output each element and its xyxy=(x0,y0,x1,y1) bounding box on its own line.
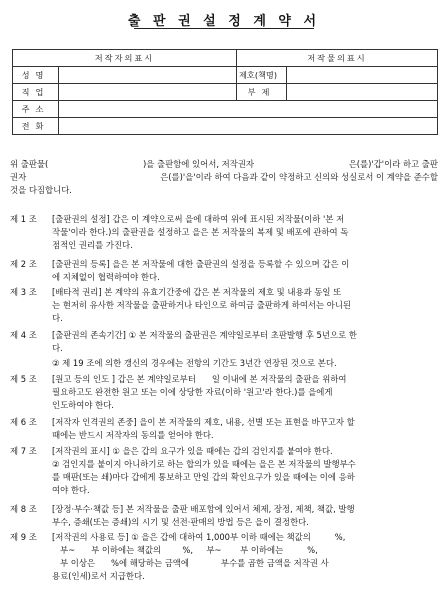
article-text: 점적인 권리를 가진다. xyxy=(52,240,133,250)
intro-text: 은(를)'을'이라 하여 다음과 같이 약정하고 신의와 성실로서 이 계약을 준수할 xyxy=(160,172,438,182)
name-field[interactable] xyxy=(59,67,237,84)
article-number xyxy=(10,471,52,484)
occupation-label: 직업 xyxy=(13,84,59,101)
article-number xyxy=(10,386,52,399)
intro-text: 은(를)'갑'이라 하고 출판 xyxy=(348,159,438,169)
article-text: 는 현저히 유사한 저작물을 출판하거나 타인으로 하여금 출판하게 하여서는 아니된 xyxy=(52,300,352,310)
occupation-field[interactable] xyxy=(59,84,237,101)
article-number xyxy=(10,484,52,497)
article-text: 다. xyxy=(52,313,63,323)
subtitle-label: 부제 xyxy=(237,84,287,101)
intro-text: 위 출판물( xyxy=(10,159,49,169)
article-number xyxy=(10,458,52,471)
article-number: 제 3 조 xyxy=(10,287,37,297)
address-field[interactable] xyxy=(59,101,438,118)
author-header: 저작자의표시 xyxy=(13,50,237,67)
article-text: [저작권의 표시] ① 을은 갑의 요구가 있을 때에는 갑의 검인지를 붙여야 한다. xyxy=(52,446,333,456)
book-title-field[interactable] xyxy=(287,67,438,84)
article xyxy=(10,357,438,370)
article-number: 제 5 조 xyxy=(10,374,37,384)
article-number: 제 7 조 xyxy=(10,446,37,456)
article-text: 부 이상은 %에 해당하는 금액에 부수를 곱한 금액을 저작권 사 xyxy=(52,558,329,568)
article-number: 제 1 조 xyxy=(10,214,37,224)
article xyxy=(10,258,438,284)
article-number xyxy=(10,226,52,239)
work-header: 저작물의표시 xyxy=(237,50,438,67)
article-text: 작물'이라 한다.)의 출판권을 설정하고 을은 본 저작물의 복제 및 배포에 관하여 독 xyxy=(52,227,349,237)
article-text: [저작권의 사용료 등] ① 을은 갑에 대하여 1,000부 이하 때에는 책값의 %, xyxy=(52,532,346,542)
article-number xyxy=(10,357,52,370)
article-text: [저작자 인격권의 존중] 을이 본 저작물의 제호, 내용, 선별 또는 표현을 바꾸고자 할 xyxy=(52,417,355,427)
article xyxy=(10,286,438,325)
article-text: 를 매판(또는 쇄)마다 갑에게 통보하고 만일 갑의 확인요구가 있을 때에는 이에 응하 xyxy=(52,472,355,482)
article-number xyxy=(10,516,52,529)
article-text: [원고 등의 인도 ] 갑은 본 계약일로부터 일 이내에 본 저작물의 출판을 위하여 xyxy=(52,374,347,384)
article-number xyxy=(10,429,52,442)
subtitle-field[interactable] xyxy=(287,84,438,101)
article-text: [출판권의 존속기간] ① 본 저작물의 출판권은 계약일로부터 초판발행 후 5년으로 한 xyxy=(52,330,357,340)
article xyxy=(10,329,438,355)
article-text: 때에는 반드시 저작자의 동의를 얻어야 한다. xyxy=(52,430,214,440)
article xyxy=(10,531,438,583)
phone-label: 전화 xyxy=(13,118,59,135)
article xyxy=(10,213,438,252)
article xyxy=(10,503,438,529)
intro-text: 것을 다짐합니다. xyxy=(10,185,72,195)
article-text: 에 지체없이 협력하여야 한다. xyxy=(52,272,160,282)
party-info-table xyxy=(12,49,438,135)
document-title: 출 판 권 설 정 계 약 서 xyxy=(127,14,321,29)
intro-text: 권자 xyxy=(10,172,27,182)
intro-text: )을 출판함에 있어서, 저작권자 xyxy=(143,159,254,169)
article-text: 부~ 부 이하에는 책값의 %, 부~ 부 이하에는 %, xyxy=(52,545,318,555)
article-text: ② 검인지를 붙이지 아니하기로 하는 합의가 있을 때에는 을은 본 저작물의 발행부수 xyxy=(52,459,356,469)
book-title-label: 제호(책명) xyxy=(237,67,287,84)
article-number xyxy=(10,342,52,355)
article-number: 제 2 조 xyxy=(10,259,37,269)
article-number xyxy=(10,544,52,557)
intro-paragraph xyxy=(10,158,438,197)
article-number xyxy=(10,271,52,284)
title-underline xyxy=(134,28,314,29)
article-text: 여야 한다. xyxy=(52,485,90,495)
phone-field[interactable] xyxy=(59,118,438,135)
article-number xyxy=(10,312,52,325)
article-number xyxy=(10,570,52,583)
article-number: 제 4 조 xyxy=(10,330,37,340)
article-number: 제 9 조 xyxy=(10,532,37,542)
article xyxy=(10,416,438,442)
article-text: 인도하여야 한다. xyxy=(52,400,114,410)
article-number: 제 8 조 xyxy=(10,504,37,514)
article-number: 제 6 조 xyxy=(10,417,37,427)
article-text: [출판권의 설정] 갑은 이 계약으로써 을에 대하여 위에 표시된 저작물(이하 '본 저 xyxy=(52,214,345,224)
article-number xyxy=(10,557,52,570)
article-text: 부수, 증쇄(또는 증쇄)의 시기 및 선전·판매의 방법 등은 을이 결정한다. xyxy=(52,517,309,527)
address-label: 주소 xyxy=(13,101,59,118)
article-text: [출판권의 등록] 을은 본 저작물에 대한 출판권의 설정을 등록할 수 있으며 갑은 이 xyxy=(52,259,350,269)
article-text: [배타적 권리] 본 계약의 유효기간중에 갑은 본 저작물의 제호 및 내용과 동일 또 xyxy=(52,287,342,297)
article xyxy=(10,373,438,412)
article-text: [장정·부수·책값 등] 본 저작물을 출판 배포함에 있어서 체제, 장정, 제책, 책값, 발행 xyxy=(52,504,355,514)
article-number xyxy=(10,299,52,312)
article-text: ② 제 19 조에 의한 갱신의 경우에는 전항의 기간도 3년간 연장된 것으로 본다. xyxy=(52,358,337,368)
article-text: 필요하고도 완전한 원고 또는 이에 상당한 자료(이하 '원고'라 한다.)를 을에게 xyxy=(52,387,333,397)
article xyxy=(10,445,438,497)
article-text: 용료(인세)로서 지급한다. xyxy=(52,571,145,581)
article-number xyxy=(10,399,52,412)
name-label: 성명 xyxy=(13,67,59,84)
article-text: 다. xyxy=(52,343,63,353)
article-number xyxy=(10,239,52,252)
